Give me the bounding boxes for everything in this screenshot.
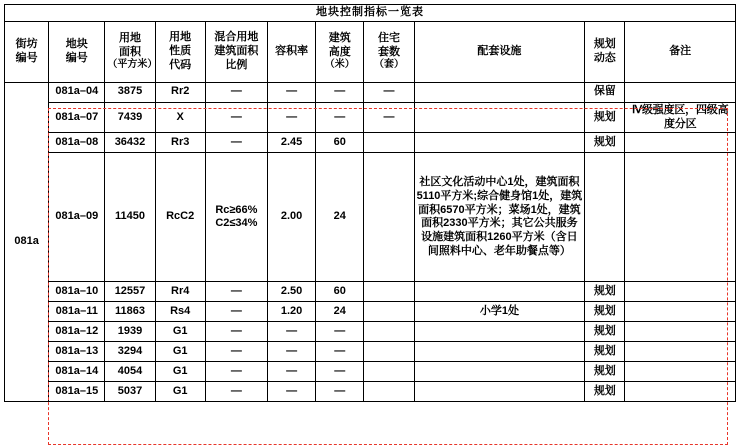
cell-facilities (414, 82, 585, 102)
cell-land-code: Rr2 (155, 82, 205, 102)
cell-land-area: 11450 (105, 153, 155, 282)
header-parcel-no (49, 21, 105, 82)
table-row (5, 362, 736, 382)
cell-plan-status: 规划 (585, 322, 625, 342)
header-land-code (155, 21, 205, 82)
cell-land-code: G1 (155, 342, 205, 362)
cell-housing (364, 382, 414, 402)
header-land-area (105, 21, 158, 82)
cell-land-code: Rr3 (155, 133, 205, 153)
cell-height: — (316, 342, 364, 362)
cell-parcel-no: 081a–10 (49, 282, 105, 302)
cell-far: — (268, 82, 316, 102)
header-mixed-use-line1: 混合用地 (214, 31, 259, 44)
cell-parcel-no: 081a–14 (49, 362, 105, 382)
cell-far: — (268, 102, 316, 133)
table-row (5, 342, 736, 362)
cell-remarks: Ⅳ级强度区，四级高度分区 (625, 102, 736, 133)
cell-mixed-use: — (205, 302, 267, 322)
header-land-area-line1: 用地 (118, 31, 141, 44)
cell-mixed-use: — (205, 342, 267, 362)
cell-height: 24 (316, 302, 364, 322)
header-height-line1: 建筑 (328, 31, 351, 44)
cell-height: — (316, 82, 364, 102)
cell-housing (364, 302, 414, 322)
header-parcel-no-line2: 编号 (65, 51, 88, 64)
cell-remarks (625, 153, 736, 282)
cell-height: — (316, 322, 364, 342)
cell-housing (364, 322, 414, 342)
cell-mixed-use: — (205, 282, 267, 302)
table-header-row (5, 21, 736, 82)
cell-facilities (414, 133, 585, 153)
cell-land-area: 11863 (105, 302, 155, 322)
cell-height: — (316, 102, 364, 133)
cell-land-area: 4054 (105, 362, 155, 382)
cell-mixed-use-line1: Rc≥66% (215, 203, 258, 216)
cell-mixed-use: — (205, 133, 267, 153)
cell-mixed-use (205, 153, 267, 282)
header-mixed-use (205, 21, 267, 82)
cell-facilities (414, 382, 585, 402)
header-land-code-line1: 用地 (169, 31, 192, 44)
header-housing-line3: （套） (373, 59, 404, 71)
header-land-area-line3: （平方米） (107, 59, 158, 71)
header-block-no-line1: 街坊 (15, 38, 38, 50)
cell-parcel-no: 081a–12 (49, 322, 105, 342)
cell-housing (364, 133, 414, 153)
cell-facilities (414, 342, 585, 362)
cell-remarks (625, 302, 736, 322)
header-remarks: 备注 (625, 21, 736, 82)
header-block-no (5, 21, 49, 82)
cell-plan-status: 规划 (585, 282, 625, 302)
header-facilities: 配套设施 (414, 21, 585, 82)
header-plan-status-line1: 规划 (593, 38, 616, 50)
table-row (5, 302, 736, 322)
cell-remarks (625, 382, 736, 402)
cell-land-area: 1939 (105, 322, 155, 342)
cell-mixed-use: — (205, 322, 267, 342)
header-far: 容积率 (268, 21, 316, 82)
header-housing (364, 21, 414, 82)
header-mixed-use-line2: 建筑面积 (214, 44, 259, 57)
cell-housing (364, 362, 414, 382)
cell-land-code: G1 (155, 382, 205, 402)
cell-housing: — (364, 102, 414, 133)
cell-land-area: 3294 (105, 342, 155, 362)
header-block-no-line2: 编号 (15, 51, 38, 64)
page-title: 地块控制指标一览表 (5, 5, 736, 22)
cell-parcel-no: 081a–15 (49, 382, 105, 402)
cell-remarks (625, 133, 736, 153)
cell-parcel-no: 081a–08 (49, 133, 105, 153)
cell-far: — (268, 322, 316, 342)
cell-mixed-use: — (205, 382, 267, 402)
cell-land-code: X (155, 102, 205, 133)
cell-housing (364, 342, 414, 362)
header-housing-line2: 套数 (377, 45, 400, 58)
cell-mixed-use-line2: C2≤34% (215, 217, 258, 230)
cell-height: 60 (316, 133, 364, 153)
cell-housing (364, 153, 414, 282)
cell-land-code: G1 (155, 362, 205, 382)
header-land-code-line3: 代码 (169, 58, 192, 71)
header-mixed-use-line3: 比例 (225, 58, 248, 71)
table-row (5, 102, 736, 133)
cell-plan-status: 保留 (585, 82, 625, 102)
table-row (5, 282, 736, 302)
cell-plan-status: 规划 (585, 133, 625, 153)
cell-mixed-use: — (205, 82, 267, 102)
cell-land-area: 3875 (105, 82, 155, 102)
cell-plan-status: 规划 (585, 302, 625, 322)
cell-remarks (625, 282, 736, 302)
table-row (5, 382, 736, 402)
cell-facilities (414, 362, 585, 382)
header-parcel-no-line1: 地块 (65, 38, 88, 50)
cell-facilities: 小学1处 (414, 302, 585, 322)
cell-height: — (316, 362, 364, 382)
cell-facilities (414, 322, 585, 342)
table-title-row (5, 5, 736, 22)
cell-facilities (414, 282, 585, 302)
cell-mixed-use: — (205, 362, 267, 382)
header-plan-status-line2: 动态 (593, 51, 616, 64)
header-height-line2: 高度 (328, 45, 351, 58)
cell-mixed-use: — (205, 102, 267, 133)
cell-land-code: G1 (155, 322, 205, 342)
cell-land-area: 7439 (105, 102, 155, 133)
cell-land-code: Rs4 (155, 302, 205, 322)
header-land-area-line2: 面积 (118, 45, 141, 58)
cell-remarks (625, 342, 736, 362)
table-row (5, 133, 736, 153)
cell-height: 24 (316, 153, 364, 282)
cell-parcel-no: 081a–13 (49, 342, 105, 362)
header-height (316, 21, 364, 82)
cell-land-code: Rr4 (155, 282, 205, 302)
cell-plan-status: 规划 (585, 342, 625, 362)
cell-plan-status (585, 153, 625, 282)
cell-parcel-no: 081a–04 (49, 82, 105, 102)
cell-far: 2.00 (268, 153, 316, 282)
cell-height: 60 (316, 282, 364, 302)
cell-remarks (625, 362, 736, 382)
cell-land-area: 5037 (105, 382, 155, 402)
cell-far: 2.50 (268, 282, 316, 302)
header-plan-status (585, 21, 625, 82)
cell-far: 1.20 (268, 302, 316, 322)
header-housing-line1: 住宅 (377, 31, 400, 44)
header-height-line3: （米） (324, 59, 355, 71)
table-row (5, 153, 736, 282)
block-number-cell: 081a (5, 82, 49, 402)
cell-housing: — (364, 82, 414, 102)
cell-far: — (268, 362, 316, 382)
cell-plan-status: 规划 (585, 382, 625, 402)
cell-parcel-no: 081a–11 (49, 302, 105, 322)
table-row (5, 82, 736, 102)
cell-parcel-no: 081a–09 (49, 153, 105, 282)
cell-far: — (268, 382, 316, 402)
cell-remarks (625, 322, 736, 342)
cell-facilities: 社区文化活动中心1处，建筑面积5110平方米;综合健身馆1处，建筑面积6570平方米；菜场1处，建筑面积2330平方米；其它公共服务设施建筑面积1260平方米（含日间照料中心、老年助餐点等） (414, 153, 585, 282)
cell-far: 2.45 (268, 133, 316, 153)
cell-parcel-no: 081a–07 (49, 102, 105, 133)
cell-housing (364, 282, 414, 302)
cell-plan-status: 规划 (585, 362, 625, 382)
cell-plan-status: 规划 (585, 102, 625, 133)
cell-facilities (414, 102, 585, 133)
header-land-code-line2: 性质 (169, 44, 192, 57)
control-index-table (4, 4, 736, 402)
cell-far: — (268, 342, 316, 362)
cell-land-area: 36432 (105, 133, 155, 153)
cell-height: — (316, 382, 364, 402)
cell-land-code: RcC2 (155, 153, 205, 282)
cell-land-area: 12557 (105, 282, 155, 302)
cell-remarks (625, 82, 736, 102)
table-row (5, 322, 736, 342)
